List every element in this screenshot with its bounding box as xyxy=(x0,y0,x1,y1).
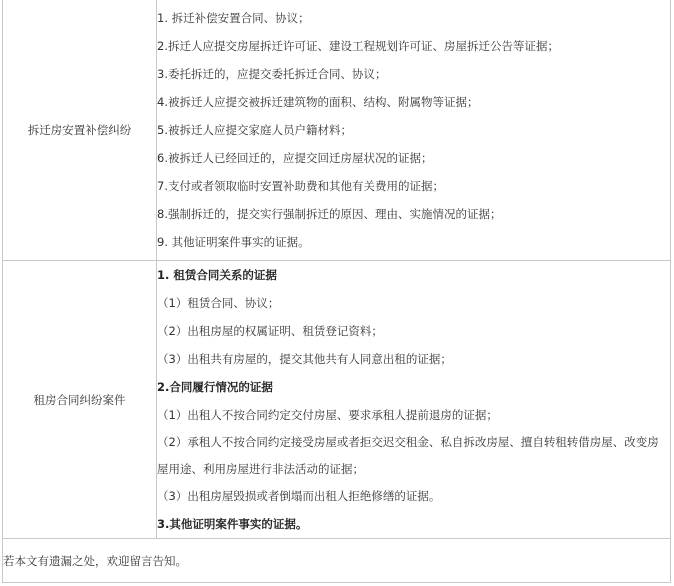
footer-note: 若本文有遗漏之处，欢迎留言告知。 xyxy=(3,539,671,583)
evidence-item: （2）承租人不按合同约定接受房屋或者拒交迟交租金、私自拆改房屋、擅自转租转借房屋、改变房屋用途、利用房屋进行非法活动的证据； xyxy=(157,435,659,476)
evidence-item: 4.被拆迁人应提交被拆迁建筑物的面积、结构、附属物等证据； xyxy=(157,94,479,109)
evidence-item: （3）出租房屋毁损或者倒塌而出租人拒绝修缮的证据。 xyxy=(157,489,441,503)
case-type-label: 租房合同纠纷案件 xyxy=(3,261,157,539)
evidence-item: 1. 拆迁补偿安置合同、协议； xyxy=(157,10,310,25)
evidence-item: 6.被拆迁人已经回迁的，应提交回迁房屋状况的证据； xyxy=(157,150,433,165)
evidence-list xyxy=(157,261,671,539)
table-row-lease xyxy=(3,261,671,539)
evidence-item: （1）出租人不按合同约定交付房屋、要求承租人提前退房的证据； xyxy=(157,408,498,422)
evidence-heading: 3.其他证明案件事实的证据。 xyxy=(157,517,308,531)
evidence-item: （2）出租房屋的权属证明、租赁登记资料； xyxy=(157,324,383,338)
evidence-item: 3.委托拆迁的，应提交委托拆迁合同、协议； xyxy=(157,66,387,81)
evidence-item: （1）租赁合同、协议； xyxy=(157,296,280,310)
evidence-item: 8.强制拆迁的，提交实行强制拆迁的原因、理由、实施情况的证据； xyxy=(157,206,502,221)
case-type-label: 拆迁房安置补偿纠纷 xyxy=(3,0,157,261)
evidence-table xyxy=(2,0,671,583)
evidence-item: 7.支付或者领取临时安置补助费和其他有关费用的证据； xyxy=(157,178,444,193)
table-row-demolition xyxy=(3,0,671,261)
evidence-heading: 2.合同履行情况的证据 xyxy=(157,380,273,394)
evidence-heading: 1. 租赁合同关系的证据 xyxy=(157,268,277,282)
evidence-list xyxy=(157,0,671,261)
evidence-item: 5.被拆迁人应提交家庭人员户籍材料； xyxy=(157,122,352,137)
evidence-item: 9. 其他证明案件事实的证据。 xyxy=(157,234,310,249)
evidence-item: 2.拆迁人应提交房屋拆迁许可证、建设工程规划许可证、房屋拆迁公告等证据； xyxy=(157,38,559,53)
evidence-item: （3）出租共有房屋的，提交其他共有人同意出租的证据； xyxy=(157,352,452,366)
table-row-footer xyxy=(3,539,671,583)
